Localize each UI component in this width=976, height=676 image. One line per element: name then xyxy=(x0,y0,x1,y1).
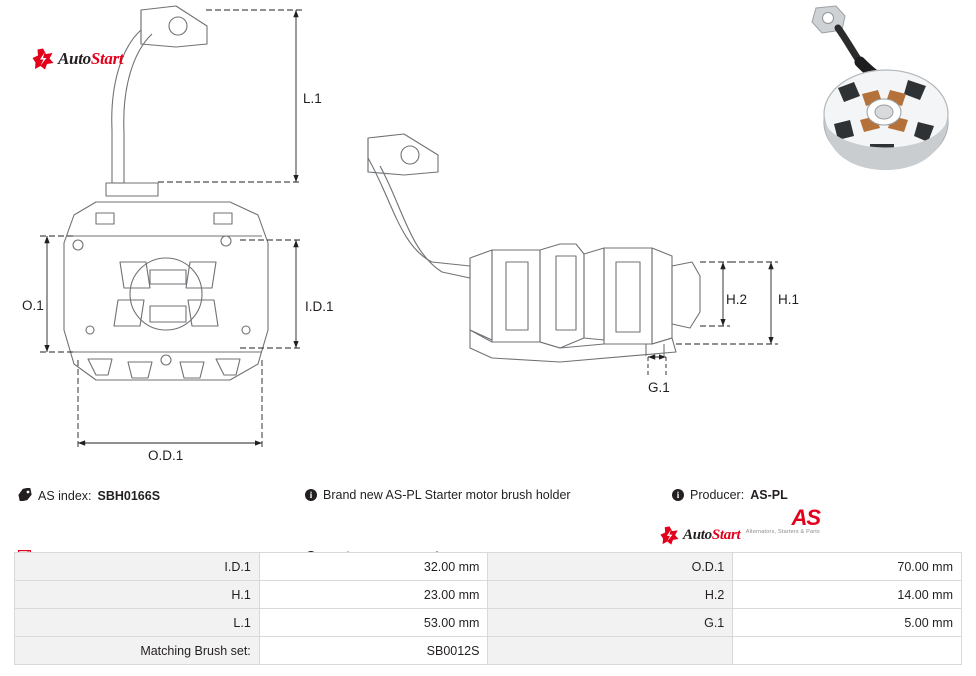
spec-value: 70.00 mm xyxy=(733,553,962,581)
table-row xyxy=(15,581,962,609)
dimension-label-h2: H.2 xyxy=(726,292,748,307)
product-info-block xyxy=(0,478,976,538)
tag-icon xyxy=(18,488,32,504)
spec-label: I.D.1 xyxy=(15,553,260,581)
dimension-label-h1: H.1 xyxy=(778,292,800,307)
producer-label: Producer: xyxy=(690,488,745,502)
dimension-label-o1: O.1 xyxy=(22,298,44,313)
spec-label: G.1 xyxy=(488,609,733,637)
info-row-2 xyxy=(0,505,976,538)
autostart-star-icon xyxy=(32,48,54,70)
autostart-star-icon xyxy=(660,526,679,545)
spec-label: Matching Brush set: xyxy=(15,637,260,665)
table-row xyxy=(15,553,962,581)
specification-table xyxy=(14,552,962,665)
dimension-label-l1: L.1 xyxy=(303,91,322,106)
info-icon: i xyxy=(672,489,684,501)
as-index-cell xyxy=(18,488,160,504)
product-description-cell xyxy=(305,488,571,502)
brand-cluster xyxy=(660,505,820,552)
spec-value: 53.00 mm xyxy=(259,609,488,637)
table-row xyxy=(15,637,962,665)
autostart-wordmark: AutoStart xyxy=(58,49,124,68)
dimension-label-id1: I.D.1 xyxy=(305,299,334,314)
autostart-logo-small xyxy=(660,526,740,545)
info-row-1 xyxy=(0,478,976,508)
spec-value: 23.00 mm xyxy=(259,581,488,609)
spec-value: 32.00 mm xyxy=(259,553,488,581)
spec-label-empty xyxy=(488,637,733,665)
info-icon: i xyxy=(305,489,317,501)
spec-label: L.1 xyxy=(15,609,260,637)
autostart-wordmark: AutoStart xyxy=(683,527,741,543)
as-index-value: SBH0166S xyxy=(97,489,161,503)
producer-value: AS-PL xyxy=(750,488,788,502)
spec-value: 14.00 mm xyxy=(733,581,962,609)
producer-cell xyxy=(672,488,788,502)
spec-value: 5.00 mm xyxy=(733,609,962,637)
aspl-tagline: Alternators, Starters & Parts xyxy=(745,529,820,535)
spec-label: H.1 xyxy=(15,581,260,609)
product-photo xyxy=(790,2,970,184)
dimension-label-g1: G.1 xyxy=(648,380,670,395)
dimension-label-od1: O.D.1 xyxy=(148,448,184,463)
aspl-wordmark: AS xyxy=(791,505,820,530)
product-description: Brand new AS-PL Starter motor brush holder xyxy=(323,488,571,502)
as-index-label: AS index: xyxy=(38,489,92,503)
spec-value: SB0012S xyxy=(259,637,488,665)
table-row xyxy=(15,609,962,637)
spec-label: H.2 xyxy=(488,581,733,609)
spec-value-empty xyxy=(733,637,962,665)
spec-label: O.D.1 xyxy=(488,553,733,581)
autostart-logo xyxy=(32,48,123,70)
aspl-logo xyxy=(745,505,820,535)
